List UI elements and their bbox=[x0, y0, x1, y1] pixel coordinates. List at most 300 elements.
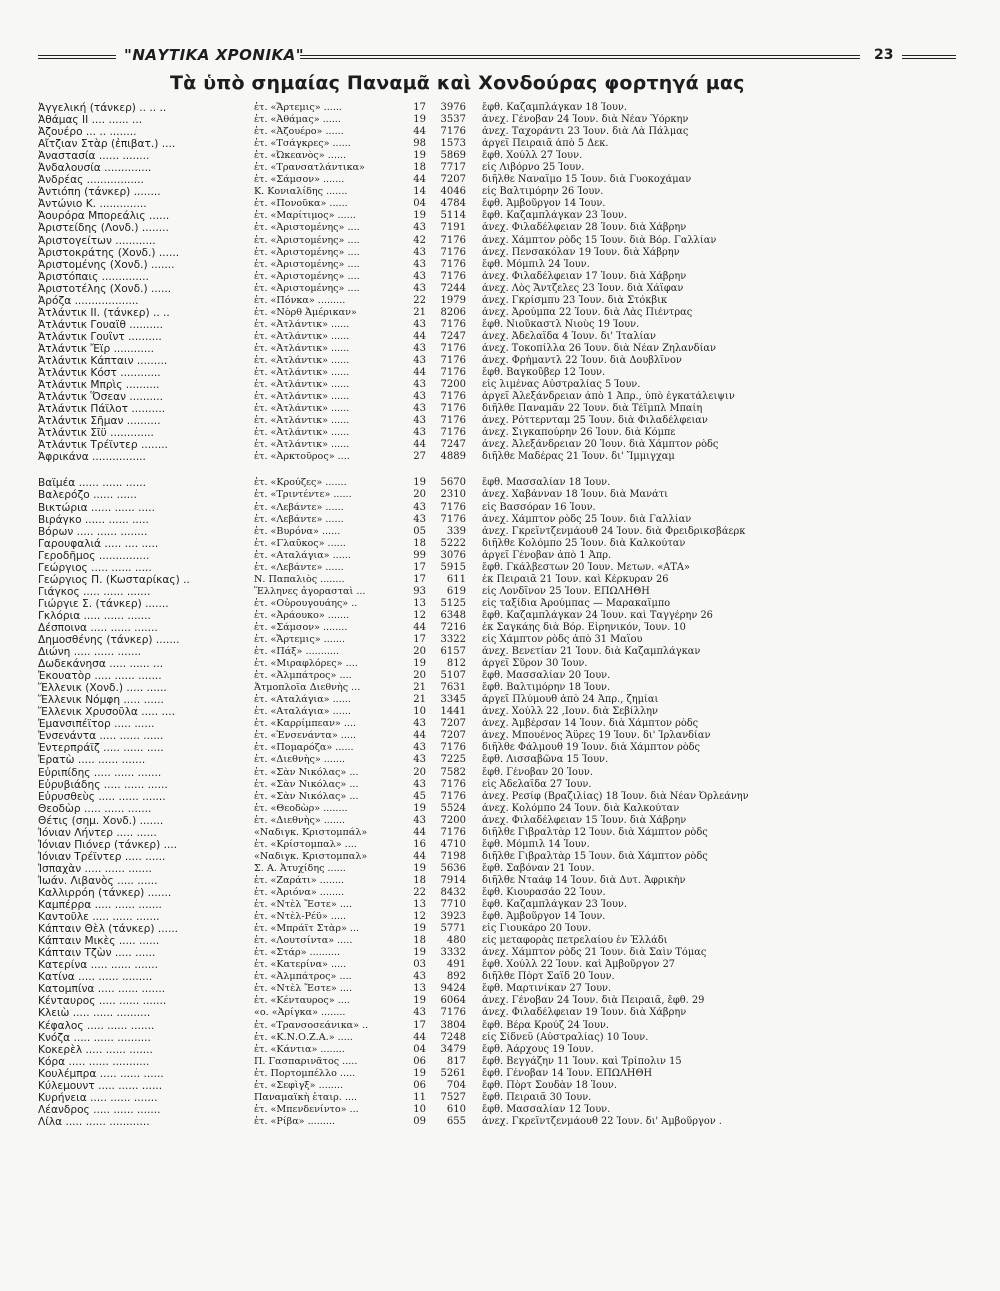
tonnage: 1979 bbox=[440, 294, 466, 306]
table-row bbox=[0, 767, 1000, 779]
owner: ἑτ. «Κατερίνα» ..... bbox=[254, 959, 347, 971]
position: ἀνεχ. Ρόττερνταμ 25 Ἰουν. διὰ Φιλαδέλφειαν bbox=[482, 415, 708, 427]
build-year: 17 bbox=[413, 1019, 426, 1031]
table-row bbox=[0, 718, 1000, 730]
table-row bbox=[0, 815, 1000, 827]
build-year: 43 bbox=[413, 318, 426, 330]
ship-name: Θεοδὼρ ..... ...... ....... bbox=[38, 802, 152, 815]
position: ἔφθ. Μασσαλίαν 18 Ἰουν. bbox=[482, 477, 611, 489]
table-row bbox=[0, 307, 1000, 319]
ship-name: Βιράγκο ...... ...... ..... bbox=[38, 513, 149, 526]
position: διῆλθε Πὸρτ Σαΐδ 20 Ἰουν. bbox=[482, 971, 615, 983]
ship-name: Κνόζα ..... ...... .......... bbox=[38, 1031, 151, 1044]
owner: ἑτ. «Ἀλμπάτρος» .... bbox=[254, 670, 352, 682]
ship-name: Ἀτλάντικ Γουαϊθ .......... bbox=[38, 318, 163, 331]
position: εἰς Λιβόρνο 25 Ἰουν. bbox=[482, 162, 585, 174]
owner: ἑτ. «Ἀτλάντικ» ...... bbox=[254, 439, 350, 451]
build-year: 43 bbox=[413, 222, 426, 234]
position: ἀνεχ. Φρήμαντλ 22 Ἰουν. διὰ Δουβλῖνον bbox=[482, 354, 682, 366]
build-year: 10 bbox=[413, 706, 426, 718]
ship-name: Εὐρυσθεὺς ..... ...... ....... bbox=[38, 790, 166, 803]
owner: ἑτ. «Στάρ» .......... bbox=[254, 947, 341, 959]
tonnage: 491 bbox=[446, 959, 466, 971]
table-row bbox=[0, 634, 1000, 646]
tonnage: 7207 bbox=[440, 730, 466, 742]
tonnage: 3322 bbox=[440, 634, 466, 646]
tonnage: 5771 bbox=[440, 923, 466, 935]
tonnage: 3923 bbox=[440, 911, 466, 923]
owner: ἑτ. Πορτομπέλλο ..... bbox=[254, 1067, 356, 1079]
owner: ἑτ. «Σὰν Νικόλας» ... bbox=[254, 766, 359, 778]
table-row bbox=[0, 610, 1000, 622]
tonnage: 9424 bbox=[440, 983, 466, 995]
owner: ἑτ. «Λεβάντε» ...... bbox=[254, 501, 344, 513]
position: διῆλθε Μαδέρας 21 Ἰουν. δι' Ἴμμιγχαμ bbox=[482, 451, 675, 463]
table-row bbox=[0, 198, 1000, 210]
position: ἔφθ. Νιοῦκαστλ Νιοὺς 19 Ἰουν. bbox=[482, 318, 640, 330]
ship-name: Διώνη ..... ...... ....... bbox=[38, 646, 142, 659]
build-year: 18 bbox=[413, 162, 426, 174]
build-year: 19 bbox=[413, 923, 426, 935]
tonnage: 7176 bbox=[440, 403, 466, 415]
build-year: 99 bbox=[413, 549, 426, 561]
ship-name: Δωδεκάνησα ..... ...... ... bbox=[38, 658, 164, 671]
owner: ἑτ. «Ἀριστομένης» .... bbox=[254, 234, 360, 246]
position: ἀνεχ. Χάμπτον ρὸδς 25 Ἰουν. διὰ Γαλλίαν bbox=[482, 513, 692, 525]
position: διῆλθε Ναναΐμο 15 Ἰουν. διὰ Γυοκοχάμαν bbox=[482, 174, 692, 186]
table-row bbox=[0, 271, 1000, 283]
build-year: 43 bbox=[413, 415, 426, 427]
position: ἀνεχ. Φιλαδέλφειαν 28 Ἰουν. διὰ Χάβρην bbox=[482, 222, 687, 234]
build-year: 17 bbox=[413, 573, 426, 585]
table-row bbox=[0, 403, 1000, 415]
ship-name: Ἀριστοτέλης (Χονδ.) ...... bbox=[38, 282, 172, 295]
table-row bbox=[0, 114, 1000, 126]
build-year: 06 bbox=[413, 1079, 426, 1091]
build-year: 43 bbox=[413, 742, 426, 754]
owner: «Ναδιγκ. Κριστομπαλ» bbox=[254, 850, 368, 862]
tonnage: 7914 bbox=[440, 874, 466, 886]
masthead: "ΝΑΥΤΙΚΑ ΧΡΟΝΙΚΑ" bbox=[124, 46, 305, 64]
build-year: 43 bbox=[413, 354, 426, 366]
tonnage: 3332 bbox=[440, 947, 466, 959]
tonnage: 7216 bbox=[440, 621, 466, 633]
ship-name: Ἀριστοκράτης (Χονδ.) ...... bbox=[38, 246, 180, 259]
ship-name: Ἀτλάντικ Μπρὶς .......... bbox=[38, 379, 160, 392]
ship-name: Κατίνα ..... ...... ......... bbox=[38, 971, 153, 984]
ship-name: Ἰόνιαν Τρέϊντερ ..... ...... bbox=[38, 850, 166, 863]
position: ἀργεῖ Πλύμουθ ἀπὸ 24 Ἀπρ., ζημίαι bbox=[482, 694, 659, 706]
table-row bbox=[0, 514, 1000, 526]
owner: ἑτ. «Ἄρτεμις» ....... bbox=[254, 634, 346, 646]
ship-name: Ἕλλενικ (Χονδ.) ..... ...... bbox=[38, 682, 167, 695]
position: ἀνεχ. Φιλαδέλφειαν 19 Ἰουν. διὰ Χάβρην bbox=[482, 1007, 687, 1019]
page-number: 23 bbox=[874, 47, 894, 63]
ship-name: Ἕλλενικ Νόμφη ..... ...... bbox=[38, 694, 164, 707]
build-year: 98 bbox=[413, 138, 426, 150]
build-year: 18 bbox=[413, 874, 426, 886]
article-title: Τὰ ὑπὸ σημαίας Παναμᾶ καὶ Χονδούρας φορτηγά μας bbox=[170, 72, 745, 94]
position: ἀνεχ. Γκρεϊντζενμάουθ 22 Ἰουν. δι' Ἀμβοῦργον . bbox=[482, 1115, 722, 1127]
owner: ἑτ. «Ἀριόνα» ........ bbox=[254, 887, 345, 898]
owner: Σ. Α. Ἀτυχίδης ...... bbox=[254, 862, 346, 874]
tonnage: 1573 bbox=[440, 138, 466, 150]
ship-name: Εὐριπίδης ..... ...... ....... bbox=[38, 766, 162, 779]
position: ἔφθ. Ἀάρχους 19 Ἰουν. bbox=[482, 1043, 594, 1055]
tonnage: 7176 bbox=[440, 427, 466, 439]
table-row bbox=[0, 331, 1000, 343]
tonnage: 3976 bbox=[440, 102, 466, 113]
build-year: 43 bbox=[413, 501, 426, 513]
build-year: 43 bbox=[413, 427, 426, 439]
position: ἔφθ. Λισσαβῶνα 15 Ἰουν. bbox=[482, 754, 609, 766]
table-row bbox=[0, 427, 1000, 439]
table-row bbox=[0, 477, 1000, 489]
build-year: 05 bbox=[413, 525, 426, 537]
build-year: 43 bbox=[413, 778, 426, 790]
owner: ἑτ. «Ἀράουκο» ....... bbox=[254, 609, 350, 621]
header-rule-right bbox=[902, 55, 956, 59]
table-row bbox=[0, 694, 1000, 706]
build-year: 44 bbox=[413, 850, 426, 862]
position: ἔφθ. Βέρα Κρούζ 24 Ἰουν. bbox=[482, 1019, 609, 1031]
ship-name: Ἀριστείδης (Λονδ.) ........ bbox=[38, 222, 169, 235]
tonnage: 7527 bbox=[440, 1091, 466, 1103]
owner: ἑτ. «Ἀθάμας» ...... bbox=[254, 114, 341, 126]
tonnage: 5869 bbox=[440, 150, 466, 162]
ship-name: Ἰσπαχὰν ..... ...... ....... bbox=[38, 862, 152, 875]
owner: ἑτ. «Μπράϊτ Στὰρ» ... bbox=[254, 923, 360, 935]
position: διῆλθε Γιβραλτὰρ 15 Ἰουν. διὰ Χάμπτον ρὸδς bbox=[482, 850, 708, 862]
build-year: 10 bbox=[413, 1103, 426, 1115]
position: εἰς Γιουκάρο 20 Ἰουν. bbox=[482, 923, 592, 935]
tonnage: 3804 bbox=[440, 1019, 466, 1031]
owner: ἑτ. «Τριντέντε» ...... bbox=[254, 489, 352, 501]
owner: Ἀτμοπλοΐα Διεθνὴς ... bbox=[254, 682, 361, 694]
owner: ἑτ. «Ἀτλάντικ» ...... bbox=[254, 354, 350, 366]
build-year: 43 bbox=[413, 718, 426, 730]
position: εἰς Βαλτιμόρην 26 Ἰουν. bbox=[482, 186, 604, 198]
position: ἔφθ. Μόμπιλ 14 Ἰουν. bbox=[482, 838, 590, 850]
ship-name: Ἀζουέρο ... .. ........ bbox=[38, 126, 137, 139]
tonnage: 6157 bbox=[440, 646, 466, 658]
tonnage: 7176 bbox=[440, 367, 466, 379]
ship-name: Ἕλλενικ Χρυσοῦλα ..... .... bbox=[38, 706, 175, 719]
tonnage: 7191 bbox=[440, 222, 466, 234]
build-year: 19 bbox=[413, 658, 426, 670]
owner: ἑτ. «Σὰν Νικόλας» ... bbox=[254, 778, 359, 790]
build-year: 19 bbox=[413, 802, 426, 814]
table-row bbox=[0, 126, 1000, 138]
table-row bbox=[0, 174, 1000, 186]
owner: ἑτ. «Τσάγκρες» ...... bbox=[254, 138, 351, 150]
tonnage: 5114 bbox=[440, 210, 466, 222]
ship-name: Γκλόρια ..... ...... ....... bbox=[38, 609, 151, 622]
tonnage: 2310 bbox=[440, 489, 466, 501]
position: ἀνεχ. Χαβάνναν 18 Ἰουν. διὰ Μανάτι bbox=[482, 489, 668, 501]
position: ἀνεχ. Γένοβαν 24 Ἰουν. διὰ Νέαν Ὑόρκην bbox=[482, 114, 689, 126]
owner: ἑτ. «Τρανσοσεάνικα» .. bbox=[254, 1019, 369, 1031]
position: εἰς μεταφορὰς πετρελαίου ἐν Ἑλλάδι bbox=[482, 935, 668, 947]
position: ἀργεῖ Γένοβαν ἀπὸ 1 Ἀπρ. bbox=[482, 549, 612, 561]
tonnage: 7176 bbox=[440, 778, 466, 790]
table-row bbox=[0, 222, 1000, 234]
owner: ἑτ. «Κ.Ν.Ο.Ζ.Α.» ..... bbox=[254, 1031, 353, 1043]
table-row bbox=[0, 451, 1000, 463]
table-row bbox=[0, 947, 1000, 959]
table-row bbox=[0, 791, 1000, 803]
build-year: 21 bbox=[413, 306, 426, 318]
table-row bbox=[0, 489, 1000, 501]
build-year: 19 bbox=[413, 210, 426, 222]
build-year: 06 bbox=[413, 1055, 426, 1067]
tonnage: 3345 bbox=[440, 694, 466, 706]
build-year: 14 bbox=[413, 186, 426, 198]
owner: ἑτ. «Θεοδὼρ» ........ bbox=[254, 802, 348, 814]
owner: ἑτ. «Μπενδενίντο» ... bbox=[254, 1103, 359, 1115]
table-row bbox=[0, 899, 1000, 911]
table-row bbox=[0, 235, 1000, 247]
table-row bbox=[0, 247, 1000, 259]
build-year: 43 bbox=[413, 814, 426, 826]
ship-name: Ἀτλάντικ ΙΙ. (τάνκερ) .. .. bbox=[38, 306, 170, 319]
ship-name: Γεώργιος ..... ...... ..... bbox=[38, 561, 152, 574]
ship-name: Ἐνσενάντα ..... ...... ...... bbox=[38, 730, 164, 743]
tonnage: 5125 bbox=[440, 597, 466, 609]
owner: Ἕλληνες ἀγορασταὶ ... bbox=[254, 585, 366, 597]
build-year: 16 bbox=[413, 838, 426, 850]
owner: ἑτ. «Ἀτλάντικ» ...... bbox=[254, 367, 350, 379]
tonnage: 7176 bbox=[440, 234, 466, 246]
position: ἀνεχ. Πενσακόλαν 19 Ἰουν. διὰ Χάβρην bbox=[482, 246, 680, 258]
owner: ἑτ. «Ἀζουέρο» ...... bbox=[254, 126, 344, 138]
build-year: 43 bbox=[413, 403, 426, 415]
owner: ἑτ. «Ἀτλάντικ» ...... bbox=[254, 342, 350, 354]
owner: ἑτ. «Σὰν Νικόλας» ... bbox=[254, 790, 359, 802]
build-year: 19 bbox=[413, 1067, 426, 1079]
position: διῆλθε Νταάφ 14 Ἰουν. διὰ Δυτ. Ἀφρικὴν bbox=[482, 874, 686, 886]
position: ἀνεχ. Γκρίσμπυ 23 Ἰουν. διὰ Στόκβικ bbox=[482, 294, 668, 306]
owner: ἑτ. «Διεθνὴς» ....... bbox=[254, 814, 346, 826]
position: ἀνεχ. Γένοβαν 24 Ἰουν. διὰ Πειραιᾶ, ἔφθ. 29 bbox=[482, 995, 705, 1007]
ship-name: Κύλεμουντ ..... ...... ...... bbox=[38, 1079, 163, 1092]
owner: ἑτ. «Ὠκεανὸς» ...... bbox=[254, 150, 347, 162]
ship-name: Λίλα ..... ...... ............ bbox=[38, 1115, 150, 1128]
build-year: 44 bbox=[413, 126, 426, 138]
table-row bbox=[0, 1007, 1000, 1019]
tonnage: 610 bbox=[446, 1103, 466, 1115]
build-year: 18 bbox=[413, 537, 426, 549]
owner: ἑτ. «Ντὲλ Ἔστε» .... bbox=[254, 899, 353, 911]
position: ἔφθ. Βαγκοῦβερ 12 Ἰουν. bbox=[482, 367, 606, 379]
table-row bbox=[0, 1032, 1000, 1044]
table-row bbox=[0, 923, 1000, 935]
tonnage: 4889 bbox=[440, 451, 466, 463]
build-year: 13 bbox=[413, 899, 426, 911]
owner: ἑτ. «Τρανσατλάντικα» bbox=[254, 162, 365, 174]
ship-name: Ἐμανσιπέϊτορ ..... ...... bbox=[38, 718, 155, 731]
position: ἔφθ. Ἀμβοῦργον 14 Ἰουν. bbox=[482, 911, 606, 923]
ship-name: Βόρων ..... ...... ........ bbox=[38, 525, 148, 538]
build-year: 17 bbox=[413, 634, 426, 646]
build-year: 44 bbox=[413, 439, 426, 451]
table-row bbox=[0, 959, 1000, 971]
tonnage: 4046 bbox=[440, 186, 466, 198]
owner: ἑτ. «Καρρίμπεαν» .... bbox=[254, 718, 357, 730]
tonnage: 7176 bbox=[440, 342, 466, 354]
ship-name: Κουλέμπρα ..... ...... ...... bbox=[38, 1067, 164, 1080]
ship-name: Ἀουρόρα Μπορεάλις ...... bbox=[38, 210, 170, 223]
position: ἔφθ. Γένοβαν 20 Ἰουν. bbox=[482, 766, 593, 778]
tonnage: 480 bbox=[446, 935, 466, 947]
build-year: 43 bbox=[413, 246, 426, 258]
ship-name: Κατερίνα ..... ...... ....... bbox=[38, 959, 158, 972]
ship-name: Ἰόνιαν Λήντερ ..... ...... bbox=[38, 826, 157, 839]
tonnage: 7176 bbox=[440, 513, 466, 525]
table-row bbox=[0, 754, 1000, 766]
position: ἀνεχ. Χούλλ 22 ,Ιουν. διὰ Σεβίλλην bbox=[482, 706, 658, 718]
ship-name: Ἀντώνιο Κ. .............. bbox=[38, 198, 147, 211]
tonnage: 7225 bbox=[440, 754, 466, 766]
ship-name: Γαρουφαλιά ..... .... ..... bbox=[38, 537, 159, 550]
table-row bbox=[0, 682, 1000, 694]
build-year: 18 bbox=[413, 935, 426, 947]
ship-name: Ἀριστομένης (Χονδ.) ....... bbox=[38, 258, 175, 271]
owner: «ο. «Ἀρίγκα» ........ bbox=[254, 1007, 346, 1019]
tonnage: 6348 bbox=[440, 609, 466, 621]
position: ἔφθ. Κιουρασάο 22 Ἰουν. bbox=[482, 887, 606, 898]
table-row bbox=[0, 574, 1000, 586]
position: ἀνεχ. Ἀλεξάνδρειαν 20 Ἰουν. διὰ Χάμπτον ρὸδς bbox=[482, 439, 719, 451]
owner: ἑτ. «Ρίβα» ......... bbox=[254, 1115, 336, 1127]
table-row bbox=[0, 186, 1000, 198]
table-row bbox=[0, 355, 1000, 367]
owner: ἑτ. «Ντὲλ-Ρέϋ» ..... bbox=[254, 911, 347, 923]
position: ἔφθ. Καζαμπλάγκαν 23 Ἰουν. bbox=[482, 210, 628, 222]
owner: ἑτ. «Ἀριστομένης» .... bbox=[254, 222, 360, 234]
tonnage: 892 bbox=[446, 971, 466, 983]
position: ἀργεῖ Πειραιᾶ ἀπὸ 5 Δεκ. bbox=[482, 138, 609, 150]
table-row bbox=[0, 995, 1000, 1007]
build-year: 44 bbox=[413, 730, 426, 742]
ship-name: Κέφαλος ..... ...... ....... bbox=[38, 1019, 155, 1032]
build-year: 19 bbox=[413, 995, 426, 1007]
tonnage: 7198 bbox=[440, 850, 466, 862]
ship-name: Ἀτλάντικ Κόστ ............ bbox=[38, 367, 161, 380]
owner: ἑτ. «Ἐνσενάντα» ..... bbox=[254, 730, 357, 742]
build-year: 43 bbox=[413, 1007, 426, 1019]
table-row bbox=[0, 283, 1000, 295]
ship-name: Κένταυρος ..... ...... ....... bbox=[38, 995, 167, 1008]
build-year: 20 bbox=[413, 670, 426, 682]
tonnage: 7176 bbox=[440, 354, 466, 366]
ship-name: Βαλερόζο ...... ...... bbox=[38, 489, 137, 502]
owner: Π. Γασπαρινᾶτος ..... bbox=[254, 1055, 358, 1067]
tonnage: 5222 bbox=[440, 537, 466, 549]
position: ἔφθ. Γκάλβεστων 20 Ἰουν. Μετων. «ΑΤΑ» bbox=[482, 561, 690, 573]
tonnage: 7244 bbox=[440, 282, 466, 294]
tonnage: 7176 bbox=[440, 1007, 466, 1019]
build-year: 13 bbox=[413, 597, 426, 609]
ship-name: Γιώργιε Σ. (τάνκερ) ....... bbox=[38, 597, 169, 610]
owner: «Ναδιγκ. Κριστομπάλ» bbox=[254, 826, 368, 838]
owner: Κ. Κονιαλίδης ....... bbox=[254, 186, 348, 198]
owner: ἑτ. «Αταλάγια» ...... bbox=[254, 549, 351, 561]
build-year: 44 bbox=[413, 174, 426, 186]
ship-name: Κάπταιν Θὲλ (τάνκερ) ...... bbox=[38, 923, 179, 936]
build-year: 43 bbox=[413, 513, 426, 525]
owner: ἑτ. «Ντὲλ Ἔστε» .... bbox=[254, 983, 353, 995]
build-year: 19 bbox=[413, 150, 426, 162]
tonnage: 7176 bbox=[440, 742, 466, 754]
position: εἰς ταξίδια Ἀρούμπας — Μαρακαΐμπο bbox=[482, 597, 671, 609]
ship-name: Κυρήνεια ..... ...... ....... bbox=[38, 1091, 158, 1104]
owner: ἑτ. «Ἀριστομένης» .... bbox=[254, 270, 360, 282]
table-row bbox=[0, 150, 1000, 162]
position: ἀνεχ. Ἀδελαΐδα 4 Ἰουν. δι' Ἰταλίαν bbox=[482, 330, 656, 342]
ship-name: Ἀτλάντικ Τρέϊντερ ........ bbox=[38, 439, 168, 452]
ship-name: Ἀρόζα ................... bbox=[38, 294, 139, 307]
table-row bbox=[0, 391, 1000, 403]
tonnage: 7176 bbox=[440, 270, 466, 282]
tonnage: 619 bbox=[446, 585, 466, 597]
position: ἀργεῖ Ἀλεξάνδρειαν ἀπὸ 1 Ἀπρ., ὑπὸ ἐγκατάλειψιν bbox=[482, 391, 735, 403]
owner: ἑτ. «Πονοῦκα» ...... bbox=[254, 198, 348, 210]
tonnage: 7207 bbox=[440, 174, 466, 186]
ship-name: Ἐκουατὸρ ..... ...... ....... bbox=[38, 670, 162, 683]
table-row bbox=[0, 210, 1000, 222]
build-year: 19 bbox=[413, 114, 426, 126]
owner: ἑτ. «Διεθνὴς» ....... bbox=[254, 754, 346, 766]
tonnage: 7176 bbox=[440, 126, 466, 138]
build-year: 43 bbox=[413, 270, 426, 282]
owner: ἑτ. «Γλαῦκος» ...... bbox=[254, 537, 346, 549]
table-row bbox=[0, 803, 1000, 815]
position: ἀνεχ. Ρεσίφ (Βραζιλίας) 18 Ἰουν. διὰ Νέαν Ὀρλεάνην bbox=[482, 790, 749, 802]
tonnage: 4784 bbox=[440, 198, 466, 210]
tonnage: 655 bbox=[446, 1115, 466, 1127]
build-year: 19 bbox=[413, 477, 426, 489]
table-row bbox=[0, 526, 1000, 538]
table-row bbox=[0, 1068, 1000, 1080]
owner: ἑτ. «Ἀτλάντικ» ...... bbox=[254, 379, 350, 391]
ship-name: Ἰόνιαν Πιόνερ (τάνκερ) .... bbox=[38, 838, 178, 851]
tonnage: 7176 bbox=[440, 246, 466, 258]
tonnage: 6064 bbox=[440, 995, 466, 1007]
table-row bbox=[0, 779, 1000, 791]
tonnage: 4710 bbox=[440, 838, 466, 850]
build-year: 43 bbox=[413, 379, 426, 391]
tonnage: 7176 bbox=[440, 826, 466, 838]
tonnage: 7717 bbox=[440, 162, 466, 174]
owner: ἑτ. «Κάντια» ........ bbox=[254, 1043, 345, 1055]
tonnage: 7200 bbox=[440, 379, 466, 391]
ship-name: Ἀνδρέας ................. bbox=[38, 174, 144, 187]
tonnage: 7176 bbox=[440, 318, 466, 330]
position: εἰς Σίδνεϋ (Αὐστραλίας) 10 Ἰουν. bbox=[482, 1031, 649, 1043]
ship-name: Δημοσθένης (τάνκερ) ....... bbox=[38, 634, 180, 647]
table-row bbox=[0, 379, 1000, 391]
position: ἔφθ. Γένοβαν 14 Ἰουν. ΕΠΩΛΗΘΗ bbox=[482, 1067, 653, 1079]
position: ἀνεχ. Φιλαδέλφειαν 15 Ἰουν. διὰ Χάβρην bbox=[482, 814, 687, 826]
position: διῆλθε Κολόμπο 25 Ἰουν. διὰ Καλκούταν bbox=[482, 537, 686, 549]
table-row bbox=[0, 586, 1000, 598]
tonnage: 704 bbox=[446, 1079, 466, 1091]
position: ἀνεχ. Κολόμπο 24 Ἰουν. διὰ Καλκούταν bbox=[482, 802, 680, 814]
owner: ἑτ. «Ἀλμπάτρος» .... bbox=[254, 971, 352, 983]
table-row bbox=[0, 367, 1000, 379]
position: ἀνεχ. Βενετίαν 21 Ἰουν. διὰ Καζαμπλάγκαν bbox=[482, 646, 701, 658]
